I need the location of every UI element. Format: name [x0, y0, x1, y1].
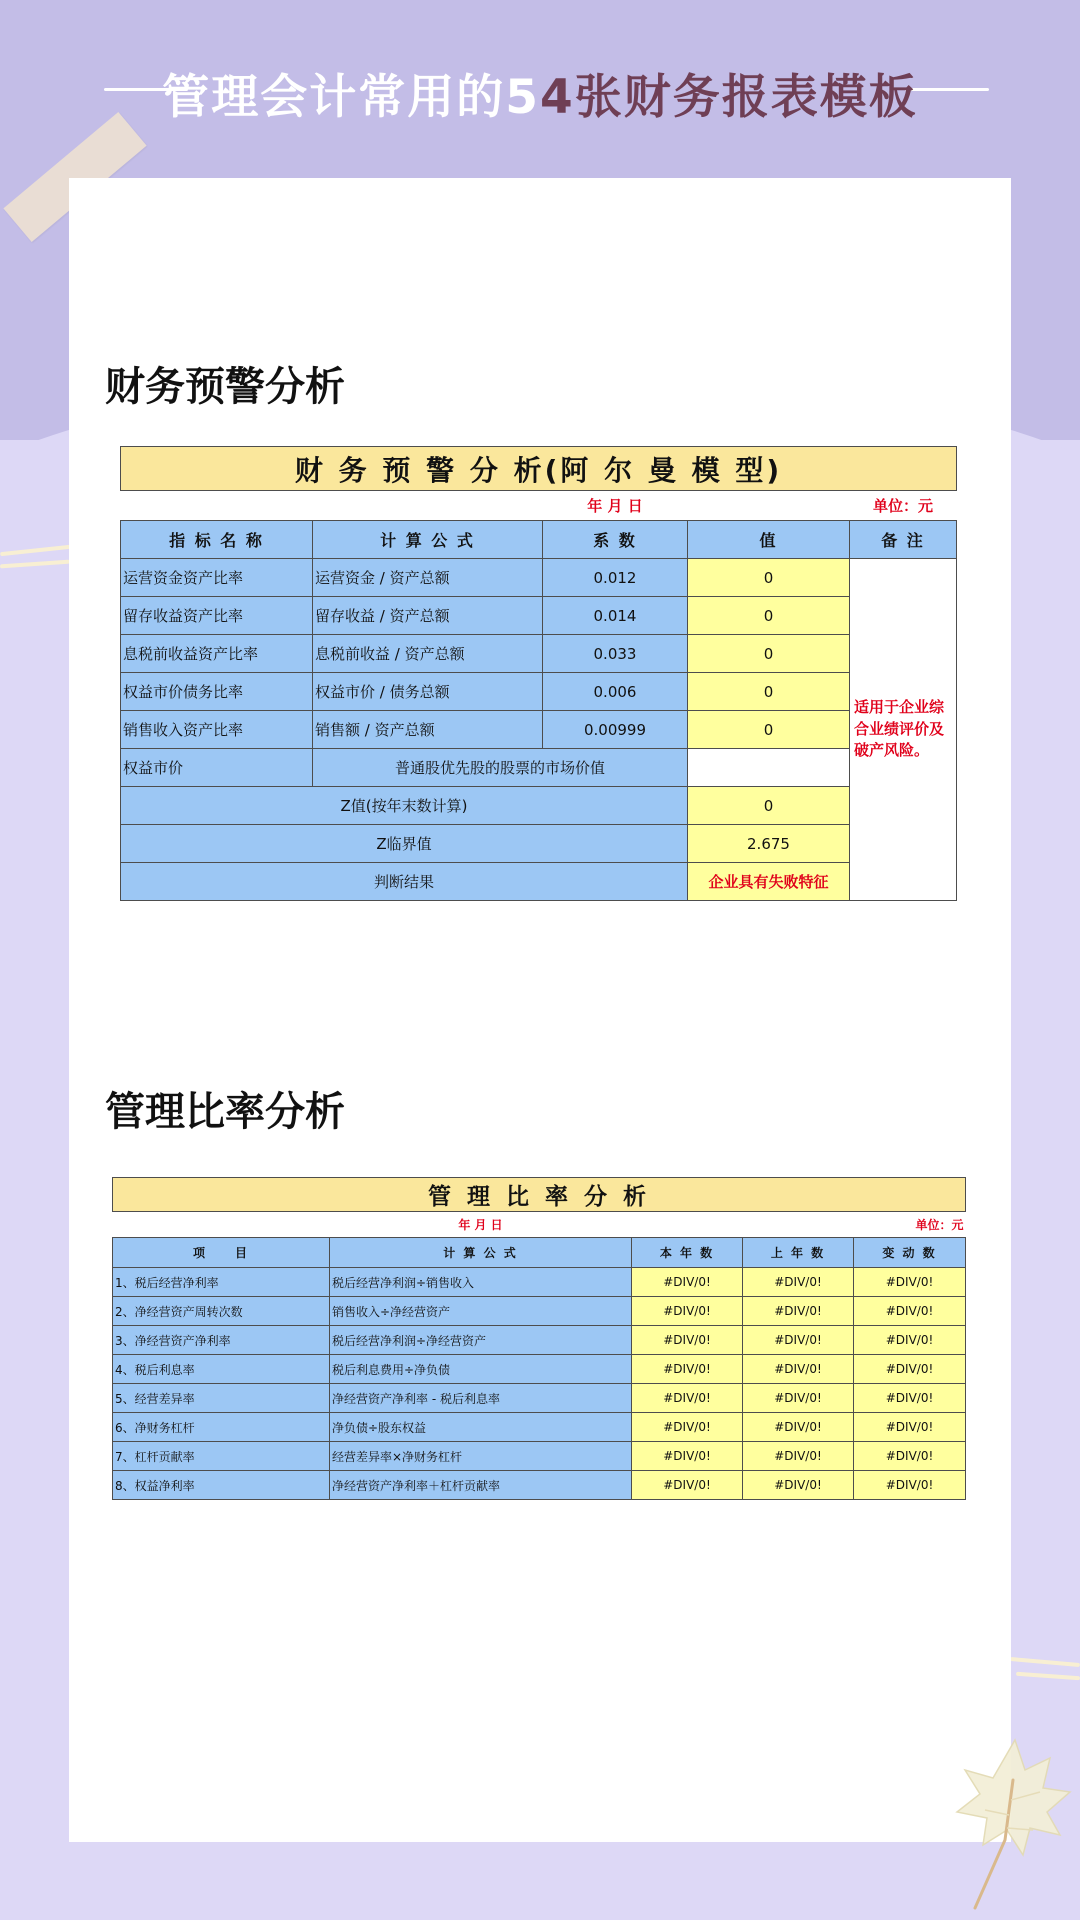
- indicator-value[interactable]: 0: [688, 559, 850, 597]
- indicator-value[interactable]: 0: [688, 673, 850, 711]
- table-row: [121, 863, 957, 901]
- table-row: [121, 559, 957, 597]
- ratio-formula: 税后经营净利润÷销售收入: [330, 1268, 632, 1297]
- table-row: [121, 787, 957, 825]
- table1-unit-label: 单位：元: [850, 491, 957, 521]
- table1-blank-cell: [121, 491, 313, 521]
- table1-date-label: 年 月 日: [543, 491, 688, 521]
- table-row: [121, 711, 957, 749]
- ratio-change[interactable]: #DIV/0!: [854, 1471, 966, 1500]
- ratio-current[interactable]: #DIV/0!: [632, 1471, 743, 1500]
- table1-blank-cell: [313, 491, 543, 521]
- page-title: [0, 60, 1080, 127]
- ratio-change[interactable]: #DIV/0!: [854, 1355, 966, 1384]
- table-row: [121, 673, 957, 711]
- ratio-item: 8、权益净利率: [113, 1471, 330, 1500]
- ratio-change[interactable]: #DIV/0!: [854, 1442, 966, 1471]
- indicator-formula: 息税前收益 / 资产总额: [313, 635, 543, 673]
- indicator-coef: 0.033: [543, 635, 688, 673]
- indicator-name: 息税前收益资产比率: [121, 635, 313, 673]
- table2-header-current: 本 年 数: [632, 1238, 743, 1268]
- table2-blank-cell: [113, 1212, 330, 1238]
- indicator-coef: 0.014: [543, 597, 688, 635]
- ratio-previous[interactable]: #DIV/0!: [743, 1442, 854, 1471]
- ratio-change[interactable]: #DIV/0!: [854, 1268, 966, 1297]
- table2-unit-label: 单位：元: [854, 1212, 966, 1238]
- table1-header-note: 备 注: [850, 521, 957, 559]
- management-ratio-table: [112, 1177, 965, 1500]
- table2-title: 管 理 比 率 分 析: [113, 1178, 966, 1212]
- z-value[interactable]: 0: [688, 787, 850, 825]
- indicator-coef: 0.00999: [543, 711, 688, 749]
- ratio-current[interactable]: #DIV/0!: [632, 1442, 743, 1471]
- table-row: [113, 1413, 966, 1442]
- table2-blank-cell: [632, 1212, 743, 1238]
- ratio-item: 2、净经营资产周转次数: [113, 1297, 330, 1326]
- table-row: [121, 825, 957, 863]
- ratio-previous[interactable]: #DIV/0!: [743, 1413, 854, 1442]
- ratio-formula: 销售收入÷净经营资产: [330, 1297, 632, 1326]
- ratio-current[interactable]: #DIV/0!: [632, 1384, 743, 1413]
- indicator-name: 运营资金资产比率: [121, 559, 313, 597]
- ratio-previous[interactable]: #DIV/0!: [743, 1297, 854, 1326]
- indicator-formula: 运营资金 / 资产总额: [313, 559, 543, 597]
- ratio-change[interactable]: #DIV/0!: [854, 1326, 966, 1355]
- table-row: [113, 1268, 966, 1297]
- ratio-change[interactable]: #DIV/0!: [854, 1413, 966, 1442]
- ratio-formula: 税后经营净利润÷净经营资产: [330, 1326, 632, 1355]
- ratio-previous[interactable]: #DIV/0!: [743, 1471, 854, 1500]
- table1-header-name: 指 标 名 称: [121, 521, 313, 559]
- table2-header-previous: 上 年 数: [743, 1238, 854, 1268]
- indicator-formula: 销售额 / 资产总额: [313, 711, 543, 749]
- section-title-management: 管理比率分析: [105, 1089, 345, 1135]
- ratio-previous[interactable]: #DIV/0!: [743, 1326, 854, 1355]
- ratio-current[interactable]: #DIV/0!: [632, 1297, 743, 1326]
- table1-blank-cell: [688, 491, 850, 521]
- equity-market-value[interactable]: [688, 749, 850, 787]
- z-critical-value[interactable]: 2.675: [688, 825, 850, 863]
- ratio-formula: 净经营资产净利率＋杠杆贡献率: [330, 1471, 632, 1500]
- page-title-accent: 4张财务报表模板: [540, 70, 918, 125]
- indicator-coef: 0.006: [543, 673, 688, 711]
- table2-blank-cell: [743, 1212, 854, 1238]
- table1-header-coef: 系 数: [543, 521, 688, 559]
- ratio-previous[interactable]: #DIV/0!: [743, 1355, 854, 1384]
- indicator-coef: 0.012: [543, 559, 688, 597]
- indicator-value[interactable]: 0: [688, 635, 850, 673]
- equity-market-desc: 普通股优先股的股票的市场价值: [313, 749, 688, 787]
- ratio-current[interactable]: #DIV/0!: [632, 1326, 743, 1355]
- section-title-warning: 财务预警分析: [105, 364, 345, 410]
- ratio-formula: 净负债÷股东权益: [330, 1413, 632, 1442]
- table1-note: 适用于企业综合业绩评价及破产风险。: [850, 559, 957, 901]
- table2-header-formula: 计 算 公 式: [330, 1238, 632, 1268]
- paper-sheet: [69, 178, 1011, 1842]
- table-row: [113, 1297, 966, 1326]
- indicator-formula: 留存收益 / 资产总额: [313, 597, 543, 635]
- ratio-item: 4、税后利息率: [113, 1355, 330, 1384]
- indicator-name: 权益市价债务比率: [121, 673, 313, 711]
- right-curve-decoration-2: [1016, 1672, 1080, 1680]
- table2-header-item: 项 目: [113, 1238, 330, 1268]
- ratio-item: 1、税后经营净利率: [113, 1268, 330, 1297]
- table2-date-label: 年 月 日: [330, 1212, 632, 1238]
- indicator-name: 留存收益资产比率: [121, 597, 313, 635]
- table-row: [113, 1384, 966, 1413]
- table1-header-value: 值: [688, 521, 850, 559]
- maple-leaf-icon: [945, 1730, 1075, 1910]
- ratio-formula: 经营差异率×净财务杠杆: [330, 1442, 632, 1471]
- warning-analysis-table: [120, 446, 956, 901]
- table1-header-formula: 计 算 公 式: [313, 521, 543, 559]
- ratio-current[interactable]: #DIV/0!: [632, 1355, 743, 1384]
- table-row: [113, 1355, 966, 1384]
- z-value-label: Z值(按年末数计算): [121, 787, 688, 825]
- equity-market-label: 权益市价: [121, 749, 313, 787]
- page-title-main: 管理会计常用的5: [162, 70, 540, 125]
- ratio-item: 3、净经营资产净利率: [113, 1326, 330, 1355]
- ratio-current[interactable]: #DIV/0!: [632, 1413, 743, 1442]
- ratio-current[interactable]: #DIV/0!: [632, 1268, 743, 1297]
- ratio-item: 5、经营差异率: [113, 1384, 330, 1413]
- ratio-previous[interactable]: #DIV/0!: [743, 1384, 854, 1413]
- ratio-change[interactable]: #DIV/0!: [854, 1297, 966, 1326]
- table-row: [113, 1442, 966, 1471]
- table2-header-change: 变 动 数: [854, 1238, 966, 1268]
- table1-title: 财 务 预 警 分 析(阿 尔 曼 模 型): [121, 447, 957, 491]
- indicator-value[interactable]: 0: [688, 597, 850, 635]
- right-curve-decoration: [1010, 1657, 1080, 1667]
- result-value[interactable]: 企业具有失败特征: [688, 863, 850, 901]
- table-row: [121, 597, 957, 635]
- indicator-name: 销售收入资产比率: [121, 711, 313, 749]
- indicator-value[interactable]: 0: [688, 711, 850, 749]
- table-row: [113, 1326, 966, 1355]
- indicator-formula: 权益市价 / 债务总额: [313, 673, 543, 711]
- result-label: 判断结果: [121, 863, 688, 901]
- table-row: [113, 1471, 966, 1500]
- table-row: [121, 749, 957, 787]
- ratio-formula: 税后利息费用÷净负债: [330, 1355, 632, 1384]
- ratio-formula: 净经营资产净利率 - 税后利息率: [330, 1384, 632, 1413]
- ratio-item: 6、净财务杠杆: [113, 1413, 330, 1442]
- table-row: [121, 635, 957, 673]
- z-critical-label: Z临界值: [121, 825, 688, 863]
- ratio-change[interactable]: #DIV/0!: [854, 1384, 966, 1413]
- ratio-previous[interactable]: #DIV/0!: [743, 1268, 854, 1297]
- ratio-item: 7、杠杆贡献率: [113, 1442, 330, 1471]
